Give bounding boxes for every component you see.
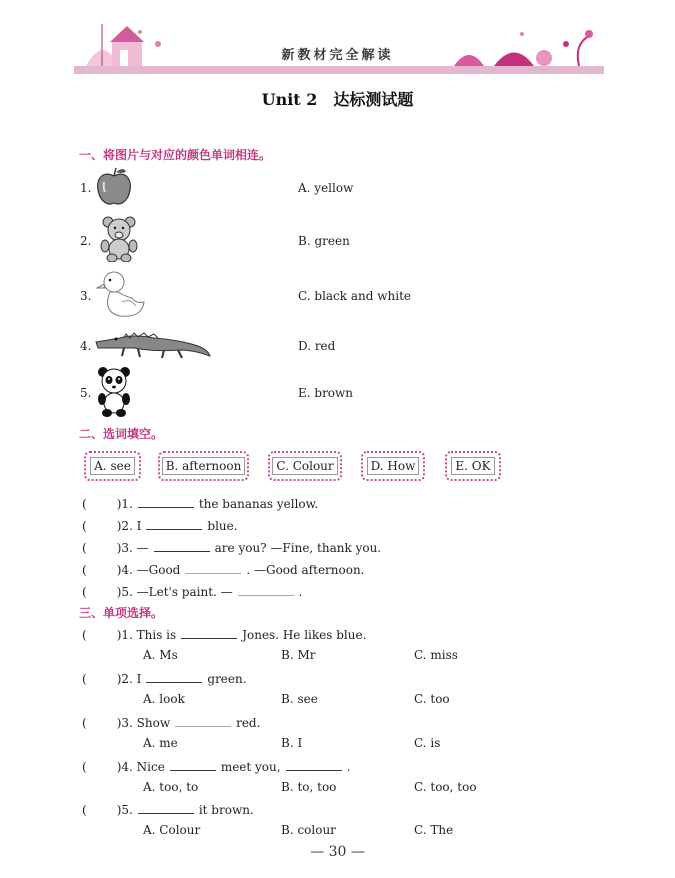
- choice-5-c[interactable]: C. The: [414, 823, 454, 837]
- crocodile-icon: [94, 328, 212, 360]
- choice-3-b[interactable]: B. I: [281, 736, 303, 750]
- answer-blank[interactable]: [181, 626, 237, 639]
- answer-blank[interactable]: [146, 517, 202, 530]
- choice-question-2: ( )2. I green.: [82, 672, 247, 686]
- panda-icon: [96, 366, 132, 418]
- color-option-b: B. green: [298, 234, 350, 248]
- choice-2-c[interactable]: C. too: [414, 692, 450, 706]
- fill-question-5: ( )5. —Let's paint. — .: [82, 585, 303, 599]
- color-option-c: C. black and white: [298, 289, 412, 303]
- answer-blank[interactable]: [185, 561, 241, 574]
- page-title: Unit 2 达标测试题: [261, 90, 414, 109]
- header-stripe: [74, 66, 604, 74]
- fill-question-3: ( )3. — are you? —Fine, thank you.: [82, 541, 382, 555]
- duck-icon: [96, 268, 146, 320]
- answer-blank[interactable]: [146, 670, 202, 683]
- choice-1-b[interactable]: B. Mr: [281, 648, 316, 662]
- color-option-d: D. red: [298, 339, 336, 353]
- choice-4-a[interactable]: A. too, to: [143, 780, 199, 794]
- word-box-how: D. How: [361, 451, 425, 481]
- choice-1-c[interactable]: C. miss: [414, 648, 458, 662]
- color-option-a: A. yellow: [298, 181, 354, 195]
- item1-number: 1.: [80, 181, 92, 195]
- page-number: — 30 —: [310, 844, 365, 860]
- choice-question-1: ( )1. This is Jones. He likes blue.: [82, 628, 367, 642]
- choice-2-a[interactable]: A. look: [143, 692, 185, 706]
- choice-question-4: ( )4. Nice meet you, .: [82, 760, 351, 774]
- answer-blank[interactable]: [175, 714, 231, 727]
- item2-number: 2.: [80, 234, 92, 248]
- color-option-e: E. brown: [298, 386, 354, 400]
- teddy-bear-icon: [100, 216, 138, 262]
- choice-4-c[interactable]: C. too, too: [414, 780, 477, 794]
- answer-blank[interactable]: [138, 495, 194, 508]
- choice-1-a[interactable]: A. Ms: [143, 648, 178, 662]
- word-box-ok: E. OK: [445, 451, 501, 481]
- choice-5-b[interactable]: B. colour: [281, 823, 336, 837]
- word-box-colour: C. Colour: [268, 451, 342, 481]
- apple-icon: [94, 166, 134, 208]
- answer-blank[interactable]: [170, 758, 216, 771]
- fill-question-2: ( )2. I blue.: [82, 519, 238, 533]
- item4-number: 4.: [80, 339, 92, 353]
- choice-3-a[interactable]: A. me: [143, 736, 178, 750]
- choice-question-3: ( )3. Show red.: [82, 716, 261, 730]
- section1-title: 一、将图片与对应的颜色单词相连。: [79, 148, 272, 162]
- answer-blank[interactable]: [286, 758, 342, 771]
- word-box-see: A. see: [84, 451, 141, 481]
- item3-number: 3.: [80, 289, 92, 303]
- answer-blank[interactable]: [138, 801, 194, 814]
- fill-question-1: ( )1. the bananas yellow.: [82, 497, 319, 511]
- choice-question-5: ( )5. it brown.: [82, 803, 254, 817]
- choice-3-c[interactable]: C. is: [414, 736, 441, 750]
- choice-2-b[interactable]: B. see: [281, 692, 318, 706]
- section2-title: 二、选词填空。: [79, 427, 164, 441]
- choice-4-b[interactable]: B. to, too: [281, 780, 337, 794]
- item5-number: 5.: [80, 386, 92, 400]
- fill-question-4: ( )4. —Good . —Good afternoon.: [82, 563, 365, 577]
- answer-blank[interactable]: [238, 583, 294, 596]
- choice-5-a[interactable]: A. Colour: [143, 823, 201, 837]
- word-box-afternoon: B. afternoon: [158, 451, 249, 481]
- answer-blank[interactable]: [154, 539, 210, 552]
- book-title: 新教材完全解读: [281, 48, 394, 63]
- section3-title: 三、单项选择。: [79, 606, 164, 620]
